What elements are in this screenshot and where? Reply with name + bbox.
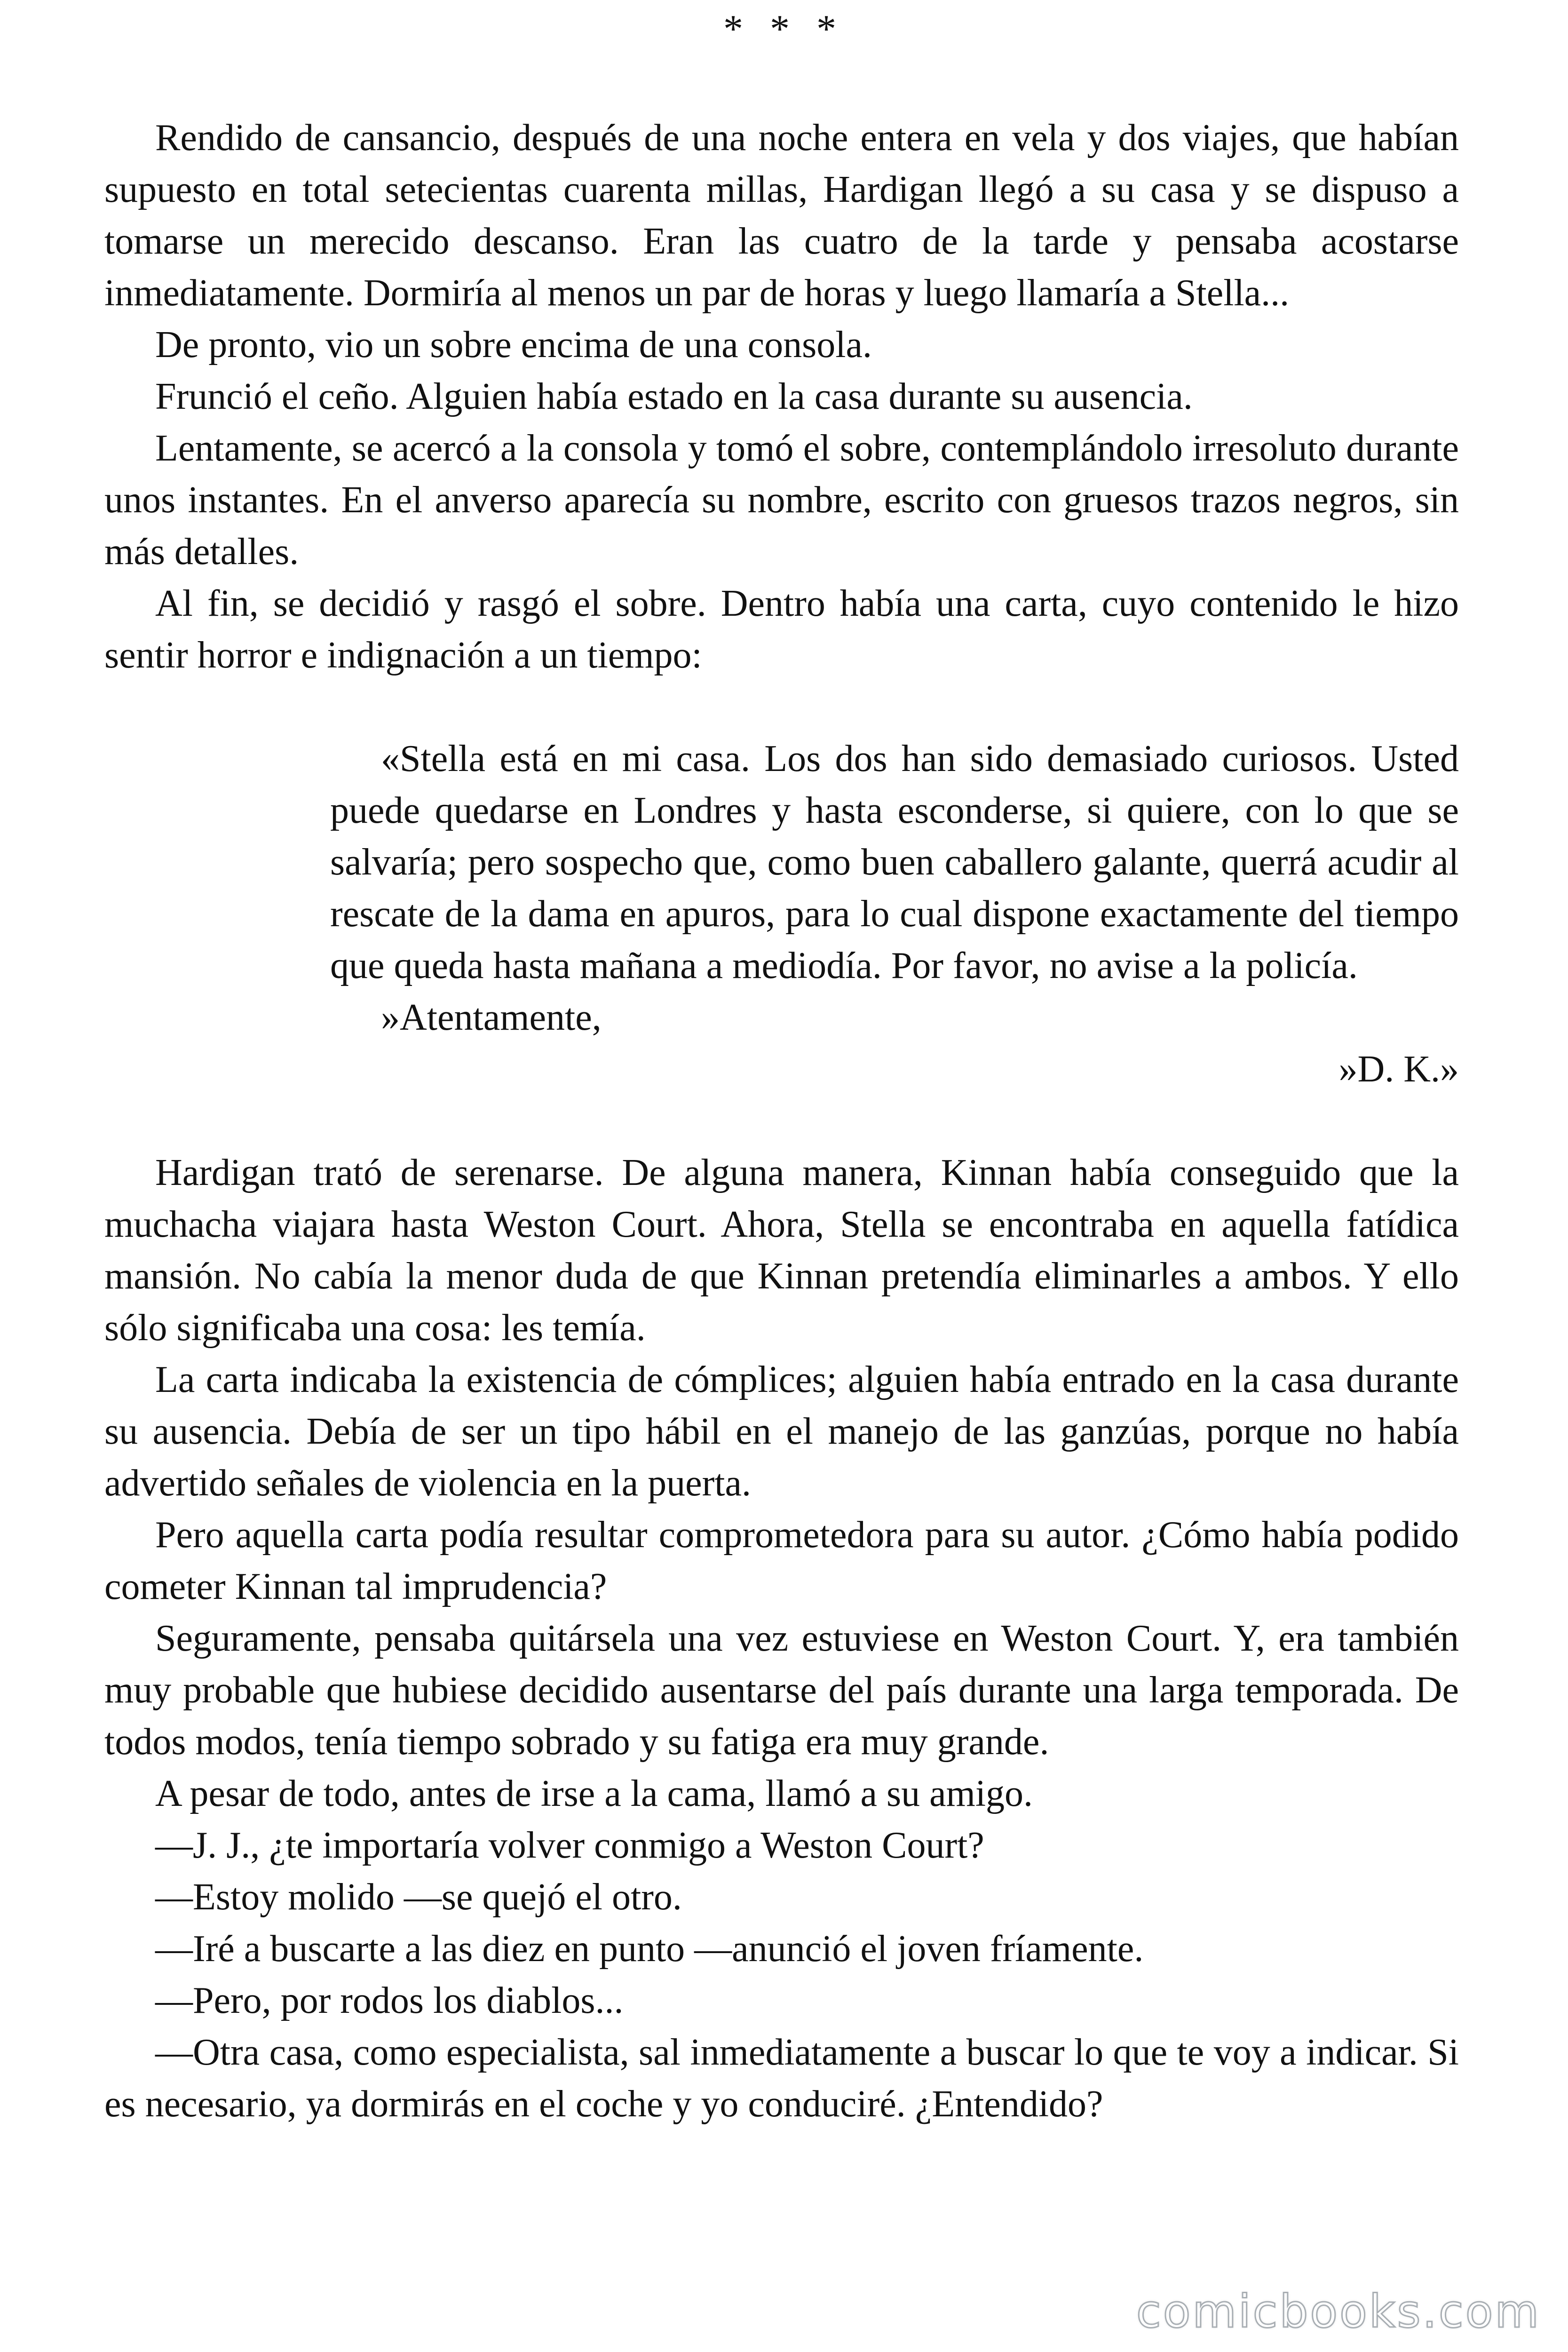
watermark-logo: comicbooks.com — [1136, 2285, 1541, 2338]
paragraph: Lentamente, se acercó a la consola y tomó el sobre, contemplándolo irresoluto durante unos instantes. En el anverso aparecía su nombre, escrito con gruesos trazos negros, sin más detalles. — [104, 428, 1459, 572]
paragraph: Al fin, se decidió y rasgó el sobre. Dentro había una carta, cuyo contenido le hizo sentir horror e indignación a un tiempo: — [104, 583, 1459, 676]
letter-signature: »D. K.» — [1338, 1049, 1459, 1090]
letter-body: «Stella está en mi casa. Los dos han sido demasiado curiosos. Usted puede quedarse en Londres y hasta esconderse, si quiere, con lo que se salvaría; pero sospecho que, como buen caballero galante, querrá acudir al rescate de la dama en apuros, para lo cual dispone exactamente del tiempo que queda hasta mañana a mediodía. Por favor, no avise a la policía. — [330, 738, 1459, 986]
paragraph: A pesar de todo, antes de irse a la cama, llamó a su amigo. — [155, 1773, 1033, 1814]
dialogue-line: —Otra casa, como especialista, sal inmediatamente a buscar lo que te voy a indicar. Si es necesario, ya dormirás en el coche y yo conduciré. ¿Entendido? — [104, 2032, 1459, 2125]
dialogue-line: —Estoy molido —se quejó el otro. — [155, 1876, 682, 1918]
paragraph: Seguramente, pensaba quitársela una vez estuviese en Weston Court. Y, era también muy probable que hubiese decidido ausentarse del país durante una larga temporada. De todos modos, tenía tiempo sobrado y su fatiga era muy grande. — [104, 1618, 1459, 1763]
paragraph: La carta indicaba la existencia de cómplices; alguien había entrado en la casa durante su ausencia. Debía de ser un tipo hábil en el manejo de las ganzúas, porque no había advertido señales de violencia en la puerta. — [104, 1359, 1459, 1504]
dialogue-line: —J. J., ¿te importaría volver conmigo a Weston Court? — [155, 1825, 984, 1866]
paragraph: De pronto, vio un sobre encima de una consola. — [155, 324, 872, 366]
paragraph: Frunció el ceño. Alguien había estado en la casa durante su ausencia. — [155, 376, 1193, 417]
dialogue-line: —Iré a buscarte a las diez en punto —anunció el joven fríamente. — [155, 1928, 1144, 1970]
section-separator: * * * — [723, 7, 845, 51]
dialogue-line: —Pero, por rodos los diablos... — [155, 1980, 624, 2021]
paragraph: Pero aquella carta podía resultar comprometedora para su autor. ¿Cómo había podido cometer Kinnan tal imprudencia? — [104, 1514, 1459, 1607]
letter-closing: »Atentamente, — [381, 997, 602, 1038]
paragraph: Hardigan trató de serenarse. De alguna manera, Kinnan había conseguido que la muchacha viajara hasta Weston Court. Ahora, Stella se encontraba en aquella fatídica mansión. No cabía la menor duda de que Kinnan pretendía eliminarles a ambos. Y ello sólo significaba una cosa: les temía. — [104, 1152, 1459, 1349]
quoted-letter — [330, 733, 1459, 1095]
paragraph: Rendido de cansancio, después de una noche entera en vela y dos viajes, que habían supuesto en total setecientas cuarenta millas, Hardigan llegó a su casa y se dispuso a tomarse un merecido descanso. Eran las cuatro de la tarde y pensaba acostarse inmediatamente. Dormiría al menos un par de horas y luego llamaría a Stella... — [104, 117, 1459, 314]
body-text — [104, 112, 1459, 2130]
